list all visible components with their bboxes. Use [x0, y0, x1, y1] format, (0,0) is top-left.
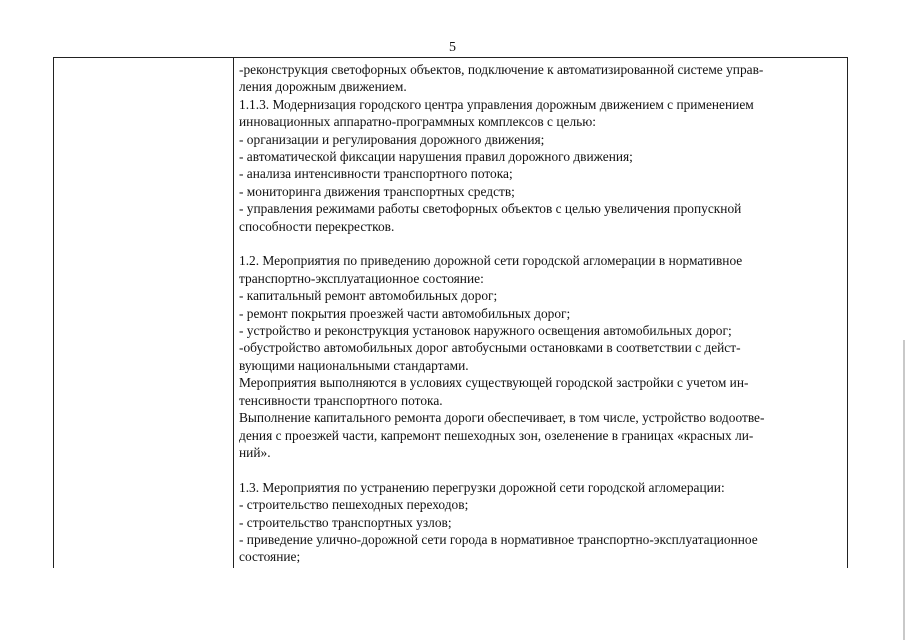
table-row [54, 58, 848, 569]
list-item: - строительство транспортных узлов; [239, 514, 452, 530]
list-item: - управления режимами работы светофорных объектов с целью увеличения пропускной [239, 201, 742, 217]
list-item: - автоматической фиксации нарушения правил дорожного движения; [239, 149, 633, 165]
list-item: - анализа интенсивности транспортного потока; [239, 166, 513, 182]
list-item: - строительство пешеходных переходов; [239, 497, 469, 513]
text-line: тенсивности транспортного потока. [239, 392, 443, 408]
text-line: дения с проезжей части, капремонт пешеходных зон, озеленение в границах «красных ли- [239, 427, 754, 443]
document-table [53, 57, 848, 568]
text-line: -реконструкция светофорных объектов, подключение к автоматизированной системе управ- [239, 62, 764, 77]
table-right-cell [234, 58, 848, 569]
text-line: транспортно-эксплуатационное состояние: [239, 270, 484, 286]
list-item: - ремонт покрытия проезжей части автомобильных дорог; [239, 305, 571, 321]
text-line: вующими национальными стандартами. [239, 357, 469, 373]
list-item: -обустройство автомобильных дорог автобусными остановками в соответствии с дейст- [239, 340, 741, 356]
list-item: - организации и регулирования дорожного движения; [239, 131, 545, 147]
list-item: - приведение улично-дорожной сети города в нормативное транспортно-эксплуатационное [239, 531, 758, 547]
paragraph-gap [239, 235, 839, 252]
section-heading: 1.3. Мероприятия по устранению перегрузки дорожной сети городской агломерации: [239, 479, 725, 495]
page-number: 5 [449, 40, 456, 55]
list-item: - капитальный ремонт автомобильных дорог; [239, 288, 498, 304]
paragraph-gap [239, 461, 839, 478]
text-line: способности перекрестков. [239, 218, 395, 234]
text-line: Мероприятия выполняются в условиях существующей городской застройки с учетом ин- [239, 375, 749, 391]
text-line: ний». [239, 444, 271, 460]
table-left-cell [54, 58, 234, 569]
text-line: состояние; [239, 549, 301, 565]
text-line: Выполнение капитального ремонта дороги обеспечивает, в том числе, устройство водоотве- [239, 410, 765, 426]
text-line: инновационных аппаратно-программных комплексов с целью: [239, 114, 596, 130]
section-heading: 1.2. Мероприятия по приведению дорожной сети городской агломерации в нормативное [239, 253, 743, 269]
list-item: - мониторинга движения транспортных средств; [239, 183, 515, 199]
text-line: 1.1.3. Модернизация городского центра управления дорожным движением с применением [239, 96, 754, 112]
text-line: ления дорожным движением. [239, 79, 407, 95]
list-item: - устройство и реконструкция установок наружного освещения автомобильных дорог; [239, 323, 732, 339]
